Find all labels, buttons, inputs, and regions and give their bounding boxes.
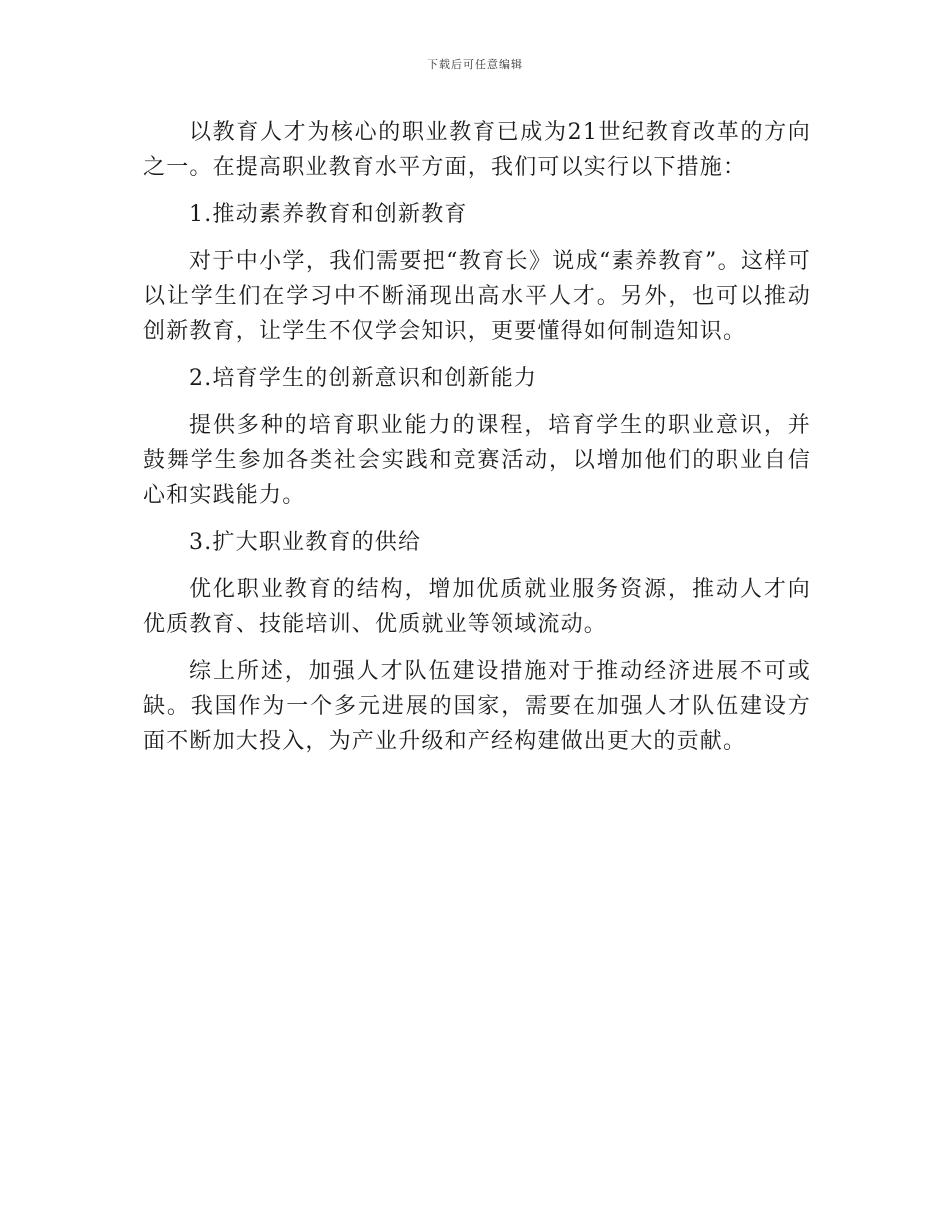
document-body: [143, 115, 811, 771]
section-3-heading: 3.扩大职业教育的供给: [189, 530, 422, 555]
section-2-paragraph: 提供多种的培育职业能力的课程，培育学生的职业意识，并鼓舞学生参加各类社会实践和竞赛活动，以增加他们的职业自信心和实践能力。: [143, 413, 811, 508]
section-1-heading: 1.推动素养教育和创新教育: [189, 202, 468, 227]
section-1-paragraph: 对于中小学，我们需要把“教育长》说成“素养教育”。这样可以让学生们在学习中不断涌现出高水平人才。另外，也可以推动创新教育，让学生不仅学会知识，更要懂得如何制造知识。: [143, 249, 811, 344]
page-header: 下载后可任意编辑: [427, 58, 523, 71]
section-2-heading: 2.培育学生的创新意识和创新能力: [189, 366, 538, 391]
intro-paragraph: 以教育人才为核心的职业教育已成为21世纪教育改革的方向之一。在提高职业教育水平方面，我们可以实行以下措施：: [143, 120, 811, 180]
section-3-paragraph: 优化职业教育的结构，增加优质就业服务资源，推动人才向优质教育、技能培训、优质就业等领域流动。: [143, 577, 811, 637]
conclusion-paragraph: 综上所述，加强人才队伍建设措施对于推动经济进展不可或缺。我国作为一个多元进展的国家，需要在加强人才队伍建设方面不断加大投入，为产业升级和产经构建做出更大的贡献。: [143, 659, 811, 754]
